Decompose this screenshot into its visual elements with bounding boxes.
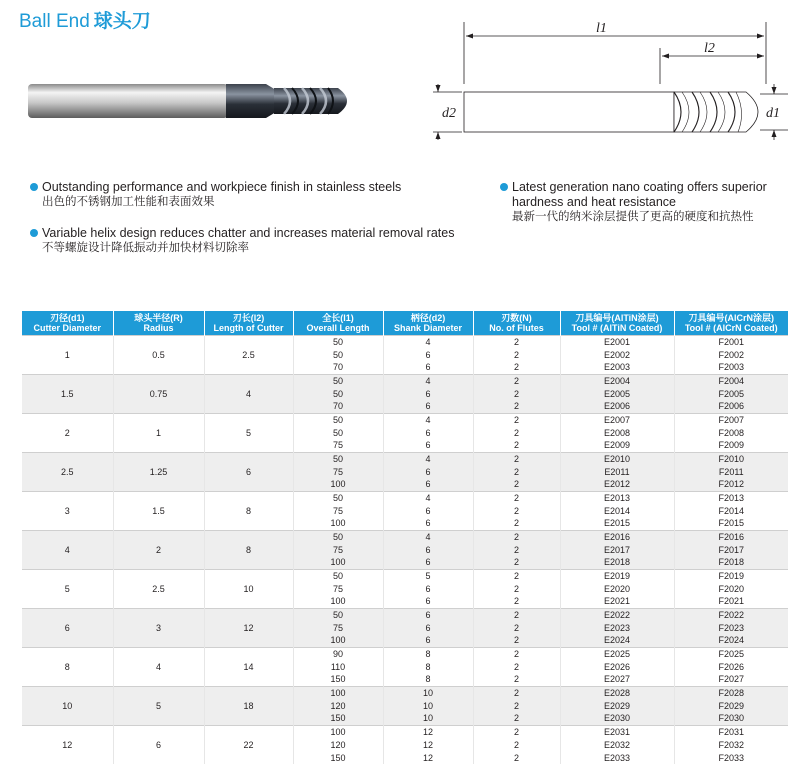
cell-altin-tool: E2018 bbox=[560, 556, 674, 569]
cell-d2: 4 bbox=[383, 413, 473, 426]
cell-l1: 50 bbox=[293, 530, 383, 543]
cell-d1: 4 bbox=[22, 530, 113, 569]
table-row bbox=[22, 452, 788, 465]
cell-d2: 6 bbox=[383, 387, 473, 400]
cell-d2: 6 bbox=[383, 400, 473, 413]
cell-flutes: 2 bbox=[473, 751, 560, 764]
cell-d2: 4 bbox=[383, 374, 473, 387]
cell-d1: 12 bbox=[22, 725, 113, 764]
cell-altin-tool: E2003 bbox=[560, 361, 674, 374]
cell-alcrn-tool: F2033 bbox=[674, 751, 788, 764]
cell-d1: 8 bbox=[22, 647, 113, 686]
cell-l1: 50 bbox=[293, 335, 383, 348]
cell-altin-tool: E2019 bbox=[560, 569, 674, 582]
cell-flutes: 2 bbox=[473, 387, 560, 400]
cell-r: 0.5 bbox=[113, 335, 204, 374]
cell-flutes: 2 bbox=[473, 569, 560, 582]
header-cell: 刃径(d1) Cutter Diameter bbox=[22, 311, 113, 335]
cell-flutes: 2 bbox=[473, 712, 560, 725]
cell-d2: 5 bbox=[383, 569, 473, 582]
cell-flutes: 2 bbox=[473, 361, 560, 374]
cell-altin-tool: E2027 bbox=[560, 673, 674, 686]
l1-label: l1 bbox=[596, 21, 607, 36]
cell-d2: 6 bbox=[383, 634, 473, 647]
table-group bbox=[22, 608, 788, 647]
cell-flutes: 2 bbox=[473, 335, 560, 348]
cell-alcrn-tool: F2002 bbox=[674, 348, 788, 361]
feature-item: Latest generation nano coating offers superior hardness and heat resistance 最新一代的纳米涂层提供了更高的硬度和抗热性 bbox=[500, 180, 790, 225]
cell-flutes: 2 bbox=[473, 725, 560, 738]
cell-d2: 10 bbox=[383, 712, 473, 725]
cell-r: 6 bbox=[113, 725, 204, 764]
cell-flutes: 2 bbox=[473, 517, 560, 530]
feature-item: Outstanding performance and workpiece finish in stainless steels 出色的不锈钢加工性能和表面效果 bbox=[30, 180, 480, 210]
cell-altin-tool: E2007 bbox=[560, 413, 674, 426]
cell-altin-tool: E2005 bbox=[560, 387, 674, 400]
cell-altin-tool: E2015 bbox=[560, 517, 674, 530]
cell-altin-tool: E2032 bbox=[560, 738, 674, 751]
bullet-icon bbox=[500, 183, 508, 191]
cell-altin-tool: E2028 bbox=[560, 686, 674, 699]
cell-altin-tool: E2025 bbox=[560, 647, 674, 660]
cell-altin-tool: E2014 bbox=[560, 504, 674, 517]
cell-l1: 100 bbox=[293, 478, 383, 491]
l2-label: l2 bbox=[704, 41, 715, 56]
cell-flutes: 2 bbox=[473, 543, 560, 556]
cell-flutes: 2 bbox=[473, 465, 560, 478]
table-header-row bbox=[22, 311, 788, 335]
cell-alcrn-tool: F2009 bbox=[674, 439, 788, 452]
cell-l2: 10 bbox=[204, 569, 293, 608]
cell-l1: 50 bbox=[293, 569, 383, 582]
cell-alcrn-tool: F2014 bbox=[674, 504, 788, 517]
cell-d2: 6 bbox=[383, 348, 473, 361]
cell-l2: 8 bbox=[204, 491, 293, 530]
cell-alcrn-tool: F2005 bbox=[674, 387, 788, 400]
cell-l2: 8 bbox=[204, 530, 293, 569]
cell-l1: 50 bbox=[293, 348, 383, 361]
cell-d1: 5 bbox=[22, 569, 113, 608]
cell-d2: 8 bbox=[383, 673, 473, 686]
cell-altin-tool: E2010 bbox=[560, 452, 674, 465]
header-cell: 球头半径(R) Radius bbox=[113, 311, 204, 335]
cell-l1: 50 bbox=[293, 426, 383, 439]
cell-altin-tool: E2031 bbox=[560, 725, 674, 738]
cell-l2: 6 bbox=[204, 452, 293, 491]
table-group bbox=[22, 413, 788, 452]
cell-l1: 150 bbox=[293, 751, 383, 764]
cell-r: 1.5 bbox=[113, 491, 204, 530]
bullet-icon bbox=[30, 183, 38, 191]
cell-flutes: 2 bbox=[473, 400, 560, 413]
table-group bbox=[22, 686, 788, 725]
cell-d2: 4 bbox=[383, 530, 473, 543]
cell-l1: 75 bbox=[293, 439, 383, 452]
cell-alcrn-tool: F2019 bbox=[674, 569, 788, 582]
cell-d2: 4 bbox=[383, 335, 473, 348]
cell-altin-tool: E2024 bbox=[560, 634, 674, 647]
cell-altin-tool: E2017 bbox=[560, 543, 674, 556]
cell-flutes: 2 bbox=[473, 699, 560, 712]
cell-altin-tool: E2022 bbox=[560, 608, 674, 621]
cell-alcrn-tool: F2018 bbox=[674, 556, 788, 569]
table-group bbox=[22, 335, 788, 374]
cell-d1: 6 bbox=[22, 608, 113, 647]
cell-d2: 6 bbox=[383, 595, 473, 608]
cell-d2: 6 bbox=[383, 426, 473, 439]
cell-altin-tool: E2016 bbox=[560, 530, 674, 543]
bullet-icon bbox=[30, 229, 38, 237]
table-row bbox=[22, 725, 788, 738]
cell-d2: 6 bbox=[383, 439, 473, 452]
cell-l1: 75 bbox=[293, 543, 383, 556]
cell-l1: 70 bbox=[293, 361, 383, 374]
cell-d2: 6 bbox=[383, 465, 473, 478]
cell-l1: 100 bbox=[293, 686, 383, 699]
cell-l1: 50 bbox=[293, 491, 383, 504]
cell-alcrn-tool: F2007 bbox=[674, 413, 788, 426]
table-group bbox=[22, 452, 788, 491]
cell-flutes: 2 bbox=[473, 582, 560, 595]
cell-l1: 50 bbox=[293, 452, 383, 465]
cell-l1: 110 bbox=[293, 660, 383, 673]
dimension-diagram bbox=[430, 14, 790, 144]
cell-l1: 70 bbox=[293, 400, 383, 413]
table-row bbox=[22, 686, 788, 699]
cell-altin-tool: E2008 bbox=[560, 426, 674, 439]
cell-l1: 75 bbox=[293, 582, 383, 595]
cell-d2: 8 bbox=[383, 660, 473, 673]
cell-flutes: 2 bbox=[473, 621, 560, 634]
d1-label: d1 bbox=[766, 106, 780, 121]
cell-l1: 75 bbox=[293, 465, 383, 478]
cell-alcrn-tool: F2003 bbox=[674, 361, 788, 374]
table-row bbox=[22, 335, 788, 348]
cell-l1: 100 bbox=[293, 595, 383, 608]
cell-alcrn-tool: F2023 bbox=[674, 621, 788, 634]
cell-flutes: 2 bbox=[473, 686, 560, 699]
cell-altin-tool: E2013 bbox=[560, 491, 674, 504]
cell-d2: 6 bbox=[383, 504, 473, 517]
cell-l1: 50 bbox=[293, 374, 383, 387]
table-group bbox=[22, 647, 788, 686]
cell-flutes: 2 bbox=[473, 374, 560, 387]
cell-l1: 75 bbox=[293, 621, 383, 634]
cell-d2: 6 bbox=[383, 556, 473, 569]
cell-alcrn-tool: F2001 bbox=[674, 335, 788, 348]
cell-l2: 18 bbox=[204, 686, 293, 725]
cell-altin-tool: E2012 bbox=[560, 478, 674, 491]
table-row bbox=[22, 491, 788, 504]
cell-l1: 120 bbox=[293, 738, 383, 751]
cell-flutes: 2 bbox=[473, 660, 560, 673]
cell-d2: 6 bbox=[383, 361, 473, 374]
cell-d1: 2.5 bbox=[22, 452, 113, 491]
cell-flutes: 2 bbox=[473, 738, 560, 751]
cell-r: 0.75 bbox=[113, 374, 204, 413]
cell-d2: 6 bbox=[383, 608, 473, 621]
cell-l2: 4 bbox=[204, 374, 293, 413]
header-cell: 柄径(d2) Shank Diameter bbox=[383, 311, 473, 335]
cell-flutes: 2 bbox=[473, 413, 560, 426]
cell-flutes: 2 bbox=[473, 673, 560, 686]
cell-flutes: 2 bbox=[473, 530, 560, 543]
cell-d1: 3 bbox=[22, 491, 113, 530]
cell-flutes: 2 bbox=[473, 491, 560, 504]
cell-alcrn-tool: F2010 bbox=[674, 452, 788, 465]
cell-flutes: 2 bbox=[473, 452, 560, 465]
cell-altin-tool: E2002 bbox=[560, 348, 674, 361]
cell-alcrn-tool: F2015 bbox=[674, 517, 788, 530]
cell-r: 2 bbox=[113, 530, 204, 569]
cell-alcrn-tool: F2029 bbox=[674, 699, 788, 712]
cell-r: 2.5 bbox=[113, 569, 204, 608]
cell-flutes: 2 bbox=[473, 647, 560, 660]
spec-table bbox=[22, 311, 788, 764]
header-cell: 刀具编号(AlTiN涂层) Tool # (AlTiN Coated) bbox=[560, 311, 674, 335]
feature-list bbox=[30, 180, 790, 260]
cell-altin-tool: E2004 bbox=[560, 374, 674, 387]
cell-d2: 12 bbox=[383, 738, 473, 751]
table-group bbox=[22, 725, 788, 764]
cell-d2: 4 bbox=[383, 491, 473, 504]
cell-d2: 4 bbox=[383, 452, 473, 465]
cell-alcrn-tool: F2006 bbox=[674, 400, 788, 413]
cell-d2: 6 bbox=[383, 582, 473, 595]
cell-l1: 120 bbox=[293, 699, 383, 712]
table-row bbox=[22, 569, 788, 582]
cell-d2: 6 bbox=[383, 621, 473, 634]
cell-r: 1.25 bbox=[113, 452, 204, 491]
cell-l1: 90 bbox=[293, 647, 383, 660]
cell-d2: 10 bbox=[383, 686, 473, 699]
cell-alcrn-tool: F2020 bbox=[674, 582, 788, 595]
cell-altin-tool: E2021 bbox=[560, 595, 674, 608]
cell-r: 1 bbox=[113, 413, 204, 452]
cell-altin-tool: E2026 bbox=[560, 660, 674, 673]
cell-alcrn-tool: F2025 bbox=[674, 647, 788, 660]
cell-l1: 100 bbox=[293, 556, 383, 569]
cell-flutes: 2 bbox=[473, 504, 560, 517]
table-row bbox=[22, 413, 788, 426]
cell-d2: 12 bbox=[383, 725, 473, 738]
cell-r: 3 bbox=[113, 608, 204, 647]
cell-alcrn-tool: F2013 bbox=[674, 491, 788, 504]
cell-r: 4 bbox=[113, 647, 204, 686]
cell-altin-tool: E2020 bbox=[560, 582, 674, 595]
cell-flutes: 2 bbox=[473, 595, 560, 608]
d2-label: d2 bbox=[442, 106, 456, 121]
cell-l1: 75 bbox=[293, 504, 383, 517]
cell-l2: 5 bbox=[204, 413, 293, 452]
cell-d2: 6 bbox=[383, 543, 473, 556]
page-title bbox=[19, 6, 151, 33]
cell-d2: 10 bbox=[383, 699, 473, 712]
cell-l2: 12 bbox=[204, 608, 293, 647]
cell-alcrn-tool: F2022 bbox=[674, 608, 788, 621]
cell-flutes: 2 bbox=[473, 634, 560, 647]
table-group bbox=[22, 569, 788, 608]
cell-d2: 6 bbox=[383, 478, 473, 491]
cell-l1: 50 bbox=[293, 387, 383, 400]
header-cell: 全长(l1) Overall Length bbox=[293, 311, 383, 335]
cell-alcrn-tool: F2026 bbox=[674, 660, 788, 673]
cell-alcrn-tool: F2016 bbox=[674, 530, 788, 543]
cell-l1: 50 bbox=[293, 413, 383, 426]
title-en: Ball End bbox=[19, 11, 90, 32]
feature-item: Variable helix design reduces chatter and increases material removal rates 不等螺旋设计降低振动并加快材料切除率 bbox=[30, 226, 490, 256]
cell-flutes: 2 bbox=[473, 608, 560, 621]
cell-d1: 1.5 bbox=[22, 374, 113, 413]
cell-l2: 22 bbox=[204, 725, 293, 764]
cell-alcrn-tool: F2011 bbox=[674, 465, 788, 478]
cell-alcrn-tool: F2027 bbox=[674, 673, 788, 686]
cell-r: 5 bbox=[113, 686, 204, 725]
cell-altin-tool: E2030 bbox=[560, 712, 674, 725]
cell-alcrn-tool: F2028 bbox=[674, 686, 788, 699]
cell-flutes: 2 bbox=[473, 556, 560, 569]
cell-l1: 150 bbox=[293, 673, 383, 686]
cell-d2: 8 bbox=[383, 647, 473, 660]
cell-l1: 100 bbox=[293, 517, 383, 530]
cell-l2: 2.5 bbox=[204, 335, 293, 374]
cell-d2: 6 bbox=[383, 517, 473, 530]
cell-l2: 14 bbox=[204, 647, 293, 686]
table-row bbox=[22, 647, 788, 660]
cell-l1: 50 bbox=[293, 608, 383, 621]
cell-l1: 150 bbox=[293, 712, 383, 725]
cell-d1: 1 bbox=[22, 335, 113, 374]
cell-altin-tool: E2006 bbox=[560, 400, 674, 413]
cell-altin-tool: E2029 bbox=[560, 699, 674, 712]
cell-flutes: 2 bbox=[473, 478, 560, 491]
cell-flutes: 2 bbox=[473, 426, 560, 439]
ball-end-mill-photo bbox=[26, 70, 366, 130]
cell-d1: 10 bbox=[22, 686, 113, 725]
cell-alcrn-tool: F2024 bbox=[674, 634, 788, 647]
cell-alcrn-tool: F2017 bbox=[674, 543, 788, 556]
cell-altin-tool: E2011 bbox=[560, 465, 674, 478]
cell-alcrn-tool: F2021 bbox=[674, 595, 788, 608]
cell-l1: 100 bbox=[293, 725, 383, 738]
cell-alcrn-tool: F2004 bbox=[674, 374, 788, 387]
header-cell: 刃数(N) No. of Flutes bbox=[473, 311, 560, 335]
cell-altin-tool: E2001 bbox=[560, 335, 674, 348]
table-row bbox=[22, 608, 788, 621]
table-row bbox=[22, 374, 788, 387]
cell-flutes: 2 bbox=[473, 348, 560, 361]
table-group bbox=[22, 374, 788, 413]
cell-altin-tool: E2009 bbox=[560, 439, 674, 452]
header-cell: 刀具编号(AlCrN涂层) Tool # (AlCrN Coated) bbox=[674, 311, 788, 335]
table-group bbox=[22, 491, 788, 530]
table-row bbox=[22, 530, 788, 543]
cell-flutes: 2 bbox=[473, 439, 560, 452]
table-group bbox=[22, 530, 788, 569]
cell-alcrn-tool: F2008 bbox=[674, 426, 788, 439]
cell-l1: 100 bbox=[293, 634, 383, 647]
cell-alcrn-tool: F2012 bbox=[674, 478, 788, 491]
cell-d2: 12 bbox=[383, 751, 473, 764]
title-zh: 球头刀 bbox=[93, 11, 151, 32]
cell-altin-tool: E2033 bbox=[560, 751, 674, 764]
cell-alcrn-tool: F2030 bbox=[674, 712, 788, 725]
cell-altin-tool: E2023 bbox=[560, 621, 674, 634]
cell-alcrn-tool: F2032 bbox=[674, 738, 788, 751]
header-cell: 刃长(l2) Length of Cutter bbox=[204, 311, 293, 335]
cell-alcrn-tool: F2031 bbox=[674, 725, 788, 738]
cell-d1: 2 bbox=[22, 413, 113, 452]
